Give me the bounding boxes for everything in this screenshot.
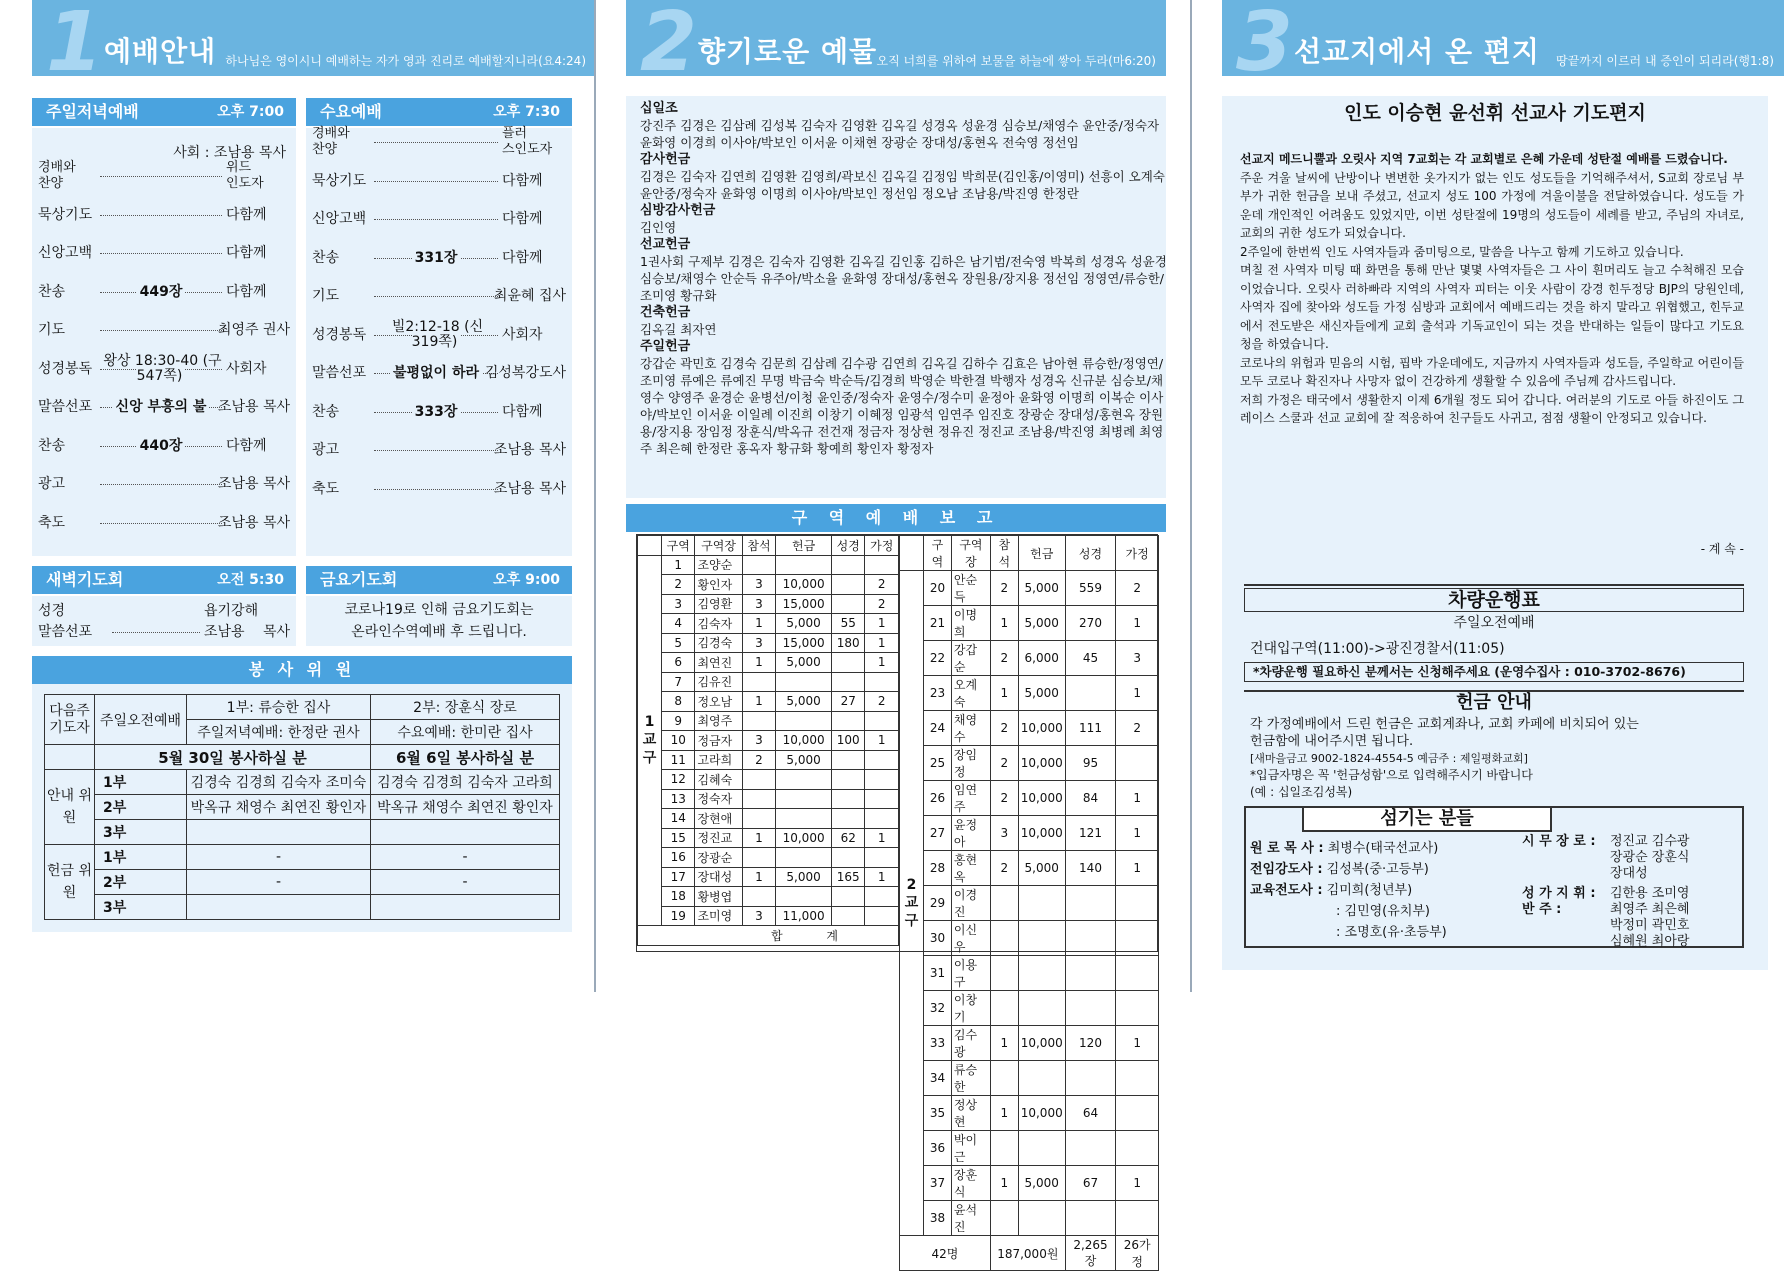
section-verse: 오직 너희를 위하여 보물을 하늘에 쌓아 두라(마6:20) (876, 54, 1156, 68)
district-row: 27 윤정아 3 10,000 121 1 (900, 816, 1159, 851)
district-row: 22 강갑순 2 6,000 45 3 (900, 641, 1159, 676)
letter-paragraph: 선교지 메드니뿔과 오릿사 지역 7교회는 각 교회별로 은혜 가운데 성탄절 예배를 드렸습니다. (1240, 152, 1728, 166)
staff-left: 원 로 목 사 : 최병수(태국선교사) 전임강도사 : 김성복(중·고등부) 교육전도사 : 김미희(청년부) : 김민영(유치부) : 조명호(유·초등부) (1250, 841, 1447, 940)
panel-worship (0, 0, 596, 992)
order-row: 묵상기도 다함께 (38, 206, 267, 223)
offering-guide-title: 헌금 안내 (1244, 690, 1744, 714)
section-title: 선교지에서 온 편지 (1294, 35, 1540, 68)
district-row: 3 김영환 3 15,000 2 (638, 594, 899, 614)
district-row: 26 임연주 2 10,000 84 1 (900, 781, 1159, 816)
district-col-header: 성경 (1065, 536, 1116, 571)
district-col-header: 구역 (924, 536, 952, 571)
letter-paragraph: 코로나의 위험과 믿음의 시험, 핍박 가운데에도, 지금까지 사역자들과 성도들, 주일학교 어린이들 모두 코로나 확진자나 사망자 없이 건강하게 생활할 수 있음에 주님께 감사드립니다. (1240, 355, 1744, 388)
offering-category: 건축헌금 (640, 305, 691, 320)
friday-notice-2: 온라인수역예배 후 드립니다. (351, 624, 527, 640)
district-row: 15 정진교 1 10,000 62 1 (638, 828, 899, 848)
section-number: 1 (46, 0, 104, 76)
section-verse: 땅끝까지 이르러 내 증인이 되리라(행1:8) (1556, 54, 1774, 68)
district-col-header: 참석 (990, 536, 1018, 571)
car-schedule (1244, 584, 1744, 684)
service-committee-box (32, 684, 572, 932)
order-row: 찬송 440장 다함께 (38, 437, 267, 454)
district-row: 32 이창기 (900, 991, 1159, 1026)
district-row: 35 정상현 1 10,000 64 (900, 1096, 1159, 1131)
district-row: 5 김경숙 3 15,000 180 1 (638, 633, 899, 653)
car-schedule-sub: 주일오전예배 (1244, 612, 1744, 634)
district-col-header: 구역장 (951, 536, 990, 571)
district-row: 30 이신우 (900, 921, 1159, 956)
offering-names: 강갑순 곽민호 김경숙 김문희 김삼례 김수광 김연희 김옥길 김하수 김효은 남아현 류승한/정영연/조미영 류예은 류예진 무명 박금숙 박순득/김경희 박영순 박한결 박행자 성경옥 신규분 심승보/채영수 양영주 윤경순 윤병선/이청 윤인중/정숙자 윤영수/정수미 윤정아 윤화영 이명희 이복순 이사야/박보인 이서윤 이일례 이진희 이창기 이혜정 임광석 임연주 임진호 장광순 장대성/홍현옥 장원용/장지용 장임정 장훈식/박옥규 전건재 정금자 정상현 정유진 정진교 조남용/박진영 최병례 최영주 최은혜 한정란 홍옥자 황규화 황예희 황인자 황정자 (640, 356, 1164, 456)
friday-prayer-box (306, 596, 572, 646)
district-row: 34 류승한 (900, 1061, 1159, 1096)
district-col-header: 구역 (662, 536, 695, 556)
order-row: 경배와 찬양 플러 스인도자 (312, 126, 553, 157)
car-note: *차량운행 필요하신 분께서는 신청해주세요 (운영수집사 : 010-3702-8676) (1244, 662, 1744, 682)
car-schedule-title: 차량운행표 (1244, 588, 1744, 612)
order-row: 신앙고백 다함께 (38, 245, 267, 261)
district-row: 1 교 구 1 조양순 (638, 555, 899, 575)
panel1-header (32, 0, 596, 76)
district-row: 10 정금자 3 10,000 100 1 (638, 731, 899, 751)
offering-guide (1244, 690, 1744, 802)
district-row: 12 김혜숙 (638, 770, 899, 790)
district-row: 7 김유진 (638, 672, 899, 692)
district-row: 24 채영수 2 10,000 111 2 (900, 711, 1159, 746)
district-row: 14 장현애 (638, 809, 899, 829)
sunday-evening-order (32, 128, 296, 556)
district-col-header: 가정 (1116, 536, 1159, 571)
district-row: 4 김숙자 1 5,000 55 1 (638, 614, 899, 634)
order-row: 광고 조남용 목사 (312, 442, 566, 458)
letter-title: 인도 이승현 윤선휘 선교사 기도편지 (1344, 102, 1646, 124)
order-row: 말씀선포 불평없이 하라 김성복강도사 (312, 365, 566, 381)
district-row: 31 이용구 (900, 956, 1159, 991)
district-row: 36 박이근 (900, 1131, 1159, 1166)
district-row: 33 김수광 1 10,000 120 1 (900, 1026, 1159, 1061)
offering-category: 주일헌금 (640, 339, 691, 354)
letter-continued: - 계 속 - (1700, 542, 1744, 556)
section-number: 3 (1236, 0, 1294, 76)
dawn-prayer-header: 새벽기도회 오전 5:30 (32, 566, 296, 594)
order-row: 찬송 333장 다함께 (312, 403, 543, 420)
district-row: 25 장임정 2 10,000 95 (900, 746, 1159, 781)
order-row: 성경봉독 왕상 18:30-40 (구 547쪽) 사회자 (38, 352, 267, 384)
district-row: 6 최연진 1 5,000 1 (638, 653, 899, 673)
order-row: 신앙고백 다함께 (312, 211, 543, 227)
panel2-header (626, 0, 1166, 76)
staff-title: 섬기는 분들 (1302, 806, 1552, 832)
order-row: 광고 조남용 목사 (38, 476, 290, 492)
district-row: 23 오계숙 1 5,000 1 (900, 676, 1159, 711)
district-row: 21 이명희 1 5,000 270 1 (900, 606, 1159, 641)
district-report-table (636, 534, 1158, 1269)
order-row: 기도 최윤혜 집사 (312, 288, 566, 304)
district-row: 16 장광순 (638, 848, 899, 868)
district-col-header: 가정 (865, 536, 899, 556)
district-row: 2 황인자 3 10,000 2 (638, 575, 899, 595)
district-col-header: 성경 (832, 536, 865, 556)
district-row: 2 교 구 20 안순득 2 5,000 559 2 (900, 571, 1159, 606)
wednesday-header: 수요예배 오후 7:30 (306, 98, 572, 126)
order-row: 찬송 331장 다함께 (312, 249, 543, 266)
letter-paragraph: 며칠 전 사역자 미팅 때 화면을 통해 만난 몇몇 사역자들은 그 사이 흰머리도 늘고 수척해진 모습이었습니다. 오릿사 러하빠라 지역의 사역자 피터는 이웃 사람이 강경 힌두정당 BJP의 당원인데, 사역자 집에 찾아와 성도들 가정 심방과 교회에서 예배드리는 것을 하지 말라고 위협했고, 힌두교에서 전도받은 새신자들에게 교회 출석과 기독교인이 되는 것을 반대하는 일들이 많다고 기도요청을 하였습니다. (1240, 263, 1744, 351)
leader: 사회 : 조남용 목사 (173, 145, 286, 161)
district-row: 19 조미영 3 11,000 (638, 906, 899, 926)
offering-category: 선교헌금 (640, 237, 691, 252)
order-row: 말씀선포 신앙 부흥의 불 조남용 목사 (38, 399, 290, 415)
section-title: 향기로운 예물 (698, 35, 878, 68)
wednesday-order (306, 128, 572, 556)
letter-paragraph: 저희 가정은 태국에서 생활한지 이제 6개월 정도 되어 갑니다. 여러분의 기도로 아들 하진이도 그레이스 스쿨과 선교 교회에 잘 적응하여 친구들도 사귀고, 점점 생활이 안정되고 있습니다. (1240, 392, 1744, 425)
order-row: 성경봉독 빌2:12-18 (신 319쪽) 사회자 (312, 318, 543, 350)
district-row: 38 윤석진 (900, 1201, 1159, 1236)
order-row: 찬송 449장 다함께 (38, 283, 267, 300)
friday-prayer-header: 금요기도회 오후 9:00 (306, 566, 572, 594)
section-verse: 하나님은 영이시니 예배하는 자가 영과 진리로 예배할지니라(요4:24) (225, 54, 586, 68)
dawn-row-sermon: 말씀선포 조남용 목사 (38, 624, 290, 640)
order-row: 축도 조남용 목사 (38, 514, 290, 531)
district-col-header: 참석 (742, 536, 775, 556)
panel3-header (1222, 0, 1784, 76)
offering-guide-text: 각 가정예배에서 드린 헌금은 교회계좌나, 교회 카페에 비치되어 있는 헌금함에 내어주시면 됩니다. [새마을금고 9002-1824-4554-5 예금주 : 제일평화교회] *입금자명은 꼭 '헌금성함'으로 입력해주시기 바랍니다 (예 : 십일조김성복) (1250, 717, 1639, 799)
offering-names: 김경은 김숙자 김연희 김영환 김영희/곽보신 김옥길 김정임 박희문(김인홍/이영미) 선흥이 오계숙 윤안중/정숙자 윤화영 이명희 이사야/박보인 정선임 정오남 조남용/박진영 한정란 (640, 169, 1165, 201)
district-total-row: 42명 187,000원 2,265장 26가정 (900, 1236, 1159, 1271)
service-committee-header: 봉 사 위 원 (32, 656, 572, 684)
district-report-header: 구 역 예 배 보 고 (626, 504, 1166, 532)
district-row: 28 홍현옥 2 5,000 140 1 (900, 851, 1159, 886)
staff-box (1244, 806, 1744, 948)
district-col-header: 헌금 (1018, 536, 1065, 571)
order-row: 묵상기도 다함께 (312, 172, 543, 189)
dawn-prayer-box (32, 596, 296, 646)
district-row: 11 고라희 2 5,000 (638, 750, 899, 770)
district-row: 37 장훈식 1 5,000 67 1 (900, 1166, 1159, 1201)
district-row: 8 정오남 1 5,000 27 2 (638, 692, 899, 712)
friday-notice-1: 코로나19로 인해 금요기도회는 (344, 602, 534, 618)
dawn-row-bible: 성경 욥기강해 (38, 603, 259, 619)
offering-names: 강진주 김경은 김삼례 김성복 김숙자 김영환 김옥길 성경옥 성윤경 심승보/채영수 윤안중/정숙자 윤화영 이경희 이사야/박보인 이서윤 이채현 장광순 장대성/홍현옥 전숙영 정선임 (640, 118, 1160, 150)
offering-names: 김인영 (640, 220, 677, 235)
section-title: 예배안내 (104, 35, 217, 68)
offering-category: 심방감사헌금 (640, 203, 716, 218)
offering-category: 십일조 (640, 101, 678, 116)
mission-letter (1240, 150, 1744, 428)
district-row: 13 정숙자 (638, 789, 899, 809)
offering-list (640, 100, 1168, 457)
district-row: 29 이경진 (900, 886, 1159, 921)
district-row: 9 최영주 (638, 711, 899, 731)
sunday-evening-header: 주일저녁예배 오후 7:00 (32, 98, 296, 126)
car-route: 건대입구역(11:00)->광진경찰서(11:05) (1250, 641, 1505, 657)
order-row: 축도 조남용 목사 (312, 480, 566, 497)
district-col-header: 구역장 (695, 536, 742, 556)
service-table: 다음주 기도자 주일오전예배 1부: 류승한 집사 2부: 장훈식 장로 주일저녁예배: 한정란 권사 수요예배: 한미란 집사 5월 30일 봉사하실 분 6월 6일 봉사하실 분 안내 위원 1부 김경숙 김경희 김숙자 조미숙 김경숙 김경희 김숙자 고라희 2부 박옥규 채영수 최연진 황인자 박옥규 채영수 최연진 황인자 3부 헌금 위원 1부 - - 2부 - - 3부 (44, 694, 560, 920)
offering-category: 감사헌금 (640, 152, 691, 167)
letter-paragraph: 주운 겨울 날씨에 난방이나 변변한 옷가지가 없는 인도 성도들을 기억해주셔서, S교회 장로님 부부가 귀한 헌금을 보내 주셨고, 선교지 성도 100 가정에 겨울이불을 전달하였습니다. 성도들 가운데 개인적인 어려움도 있었지만, 이번 성탄절에 19명의 성도들이 세례를 받고, 주님의 자녀로, 교회의 귀한 성도가 되었습니다. (1240, 170, 1744, 240)
district-row: 18 황병엽 (638, 887, 899, 907)
offering-names: 1권사회 구제부 김경은 김숙자 김영환 김옥길 김인홍 김하은 남기범/전숙영 박복희 성경옥 성윤경 심승보/채영수 안순득 유주아/박소율 윤화영 장대성/홍현옥 장원용/장지용 정선임 정영연/류승한/조미영 황규화 (640, 254, 1167, 303)
order-row: 기도 최영주 권사 (38, 322, 290, 338)
district-total-row: 합 계 (638, 926, 899, 946)
section-number: 2 (640, 0, 698, 76)
district-row: 17 장대성 1 5,000 165 1 (638, 867, 899, 887)
district-col-header: 헌금 (776, 536, 832, 556)
offering-names: 김옥길 최자연 (640, 322, 717, 337)
letter-paragraph: 2주일에 한번씩 인도 사역자들과 줌미팅으로, 말씀을 나누고 함께 기도하고 있습니다. (1240, 244, 1684, 259)
staff-right: 시 무 장 로 : 정진교 김수광 장광순 장훈식 장대성 성 가 지 휘 : 김한용 조미영 반 주 : 최영주 최은혜 박정미 곽민호 심혜원 최아랑 (1522, 834, 1690, 949)
order-row: 경배와 찬양 위드 인도자 (38, 160, 264, 191)
